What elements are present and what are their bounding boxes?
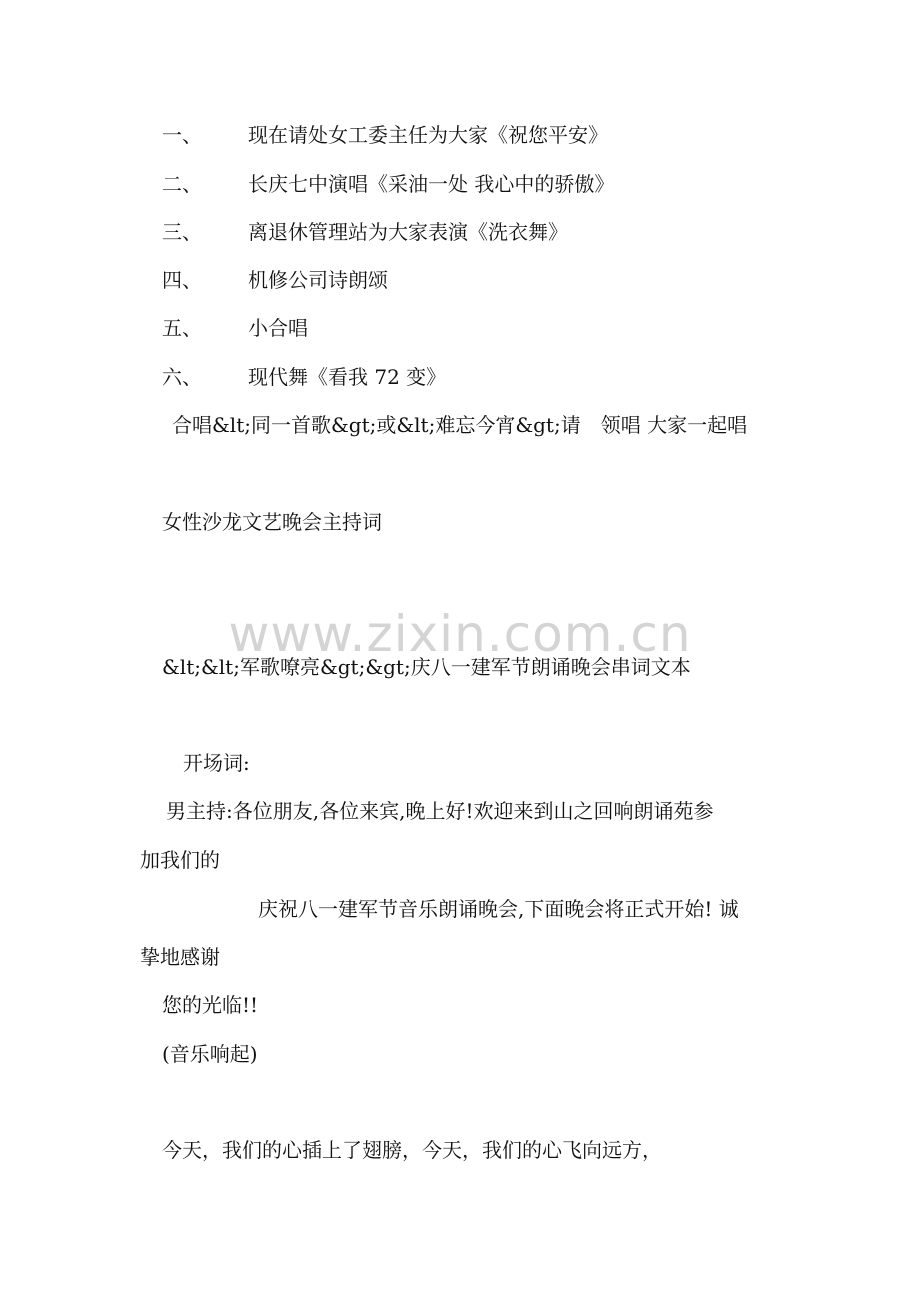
program-number: 一、 bbox=[162, 123, 202, 147]
program-text: 现在请处女工委主任为大家《祝您平安》 bbox=[248, 123, 608, 147]
celebrate-line-2: 挚地感谢 bbox=[140, 945, 220, 969]
chorus-line: 合唱&lt;同一首歌&gt;或&lt;难忘今宵&gt;请 领唱 大家一起唱 bbox=[172, 413, 748, 437]
today-line: 今天，我们的心插上了翅膀，今天，我们的心飞向远方， bbox=[162, 1138, 662, 1162]
thanks-line: 您的光临!! bbox=[162, 993, 259, 1017]
program-number: 五、 bbox=[162, 316, 202, 340]
text-title: &lt;&lt;军歌嘹亮&gt;&gt;庆八一建军节朗诵晚会串词文本 bbox=[162, 655, 691, 679]
host-line-1: 男主持:各位朋友,各位来宾,晚上好!欢迎来到山之回响朗诵苑参 bbox=[166, 799, 714, 823]
host-line-2: 加我们的 bbox=[140, 848, 220, 872]
program-text: 小合唱 bbox=[248, 316, 308, 340]
program-text: 机修公司诗朗颂 bbox=[248, 268, 388, 292]
salon-title: 女性沙龙文艺晚会主持词 bbox=[162, 510, 382, 534]
program-text: 离退休管理站为大家表演《洗衣舞》 bbox=[248, 220, 568, 244]
program-text: 现代舞《看我 72 变》 bbox=[248, 365, 447, 389]
program-number: 三、 bbox=[162, 220, 202, 244]
watermark: www.zixin.com.cn bbox=[228, 605, 692, 663]
program-number: 四、 bbox=[162, 268, 202, 292]
program-text: 长庆七中演唱《采油一处 我心中的骄傲》 bbox=[248, 172, 615, 196]
program-number: 六、 bbox=[162, 365, 202, 389]
opening-label: 开场词: bbox=[183, 751, 250, 775]
celebrate-line-1: 庆祝八一建军节音乐朗诵晚会,下面晚会将正式开始! 诚 bbox=[258, 897, 739, 921]
music-cue: (音乐响起) bbox=[162, 1042, 258, 1066]
program-number: 二、 bbox=[162, 172, 202, 196]
